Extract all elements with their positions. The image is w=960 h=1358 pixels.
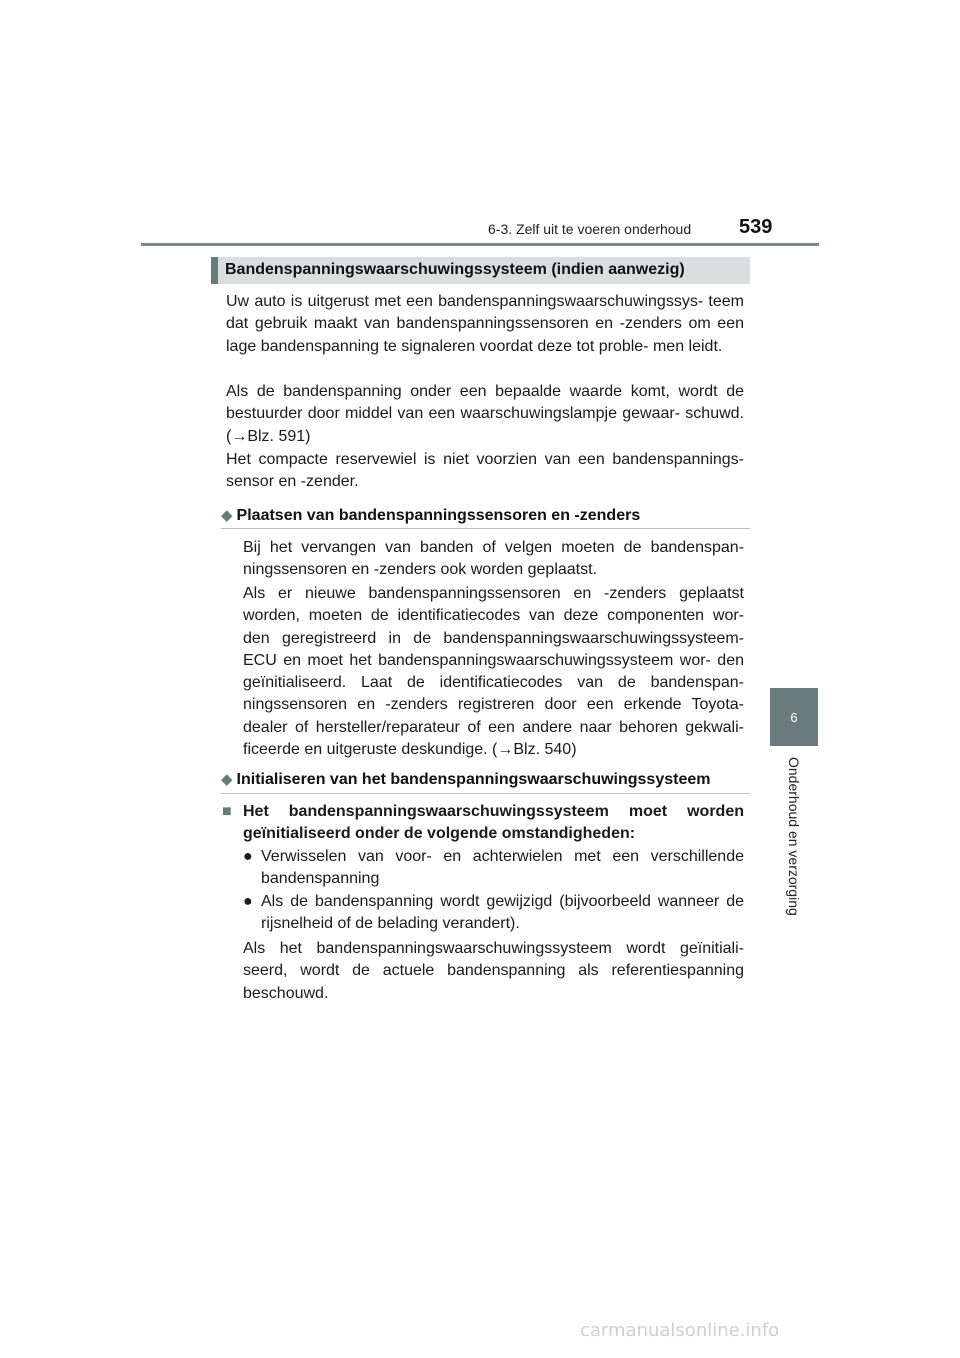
section-title-box bbox=[211, 257, 750, 284]
diamond-icon: ◆ bbox=[221, 507, 233, 524]
title-accent-bar bbox=[211, 257, 218, 284]
page-number: 539 bbox=[739, 216, 773, 238]
section-title: Bandenspanningswaarschuwingssysteem (indien aanwezig) bbox=[225, 261, 685, 278]
subsection1-paragraph-1: Bij het vervangen van banden of velgen moeten de bandenspan- ningssensoren en -zenders ook worden geplaatst. bbox=[243, 539, 744, 579]
intro-paragraph-2: Als de bandenspanning onder een bepaalde waarde komt, wordt de bestuurder door middel van een waarschuwingslampje gewaar- schuwd. (→Blz. 591) bbox=[226, 383, 744, 445]
subsection1-paragraph-2: Als er nieuwe bandenspanningssensoren en -zenders geplaatst worden, moeten de identificatiecodes van deze componenten wor- den geregistreerd in de bandenspanningswaarschuwingssysteem- ECU en moet het bandenspanningswaarschuwingssysteem wor- den geïnitialiseerd. Laat de identificatiecodes van de bandenspan- ningssensoren en -zenders registreren door een erkende Toyota- dealer of hersteller/reparateur of een andere naar behoren gekwali- ficeerde en uitgeruste deskundige. (→Blz. 540) bbox=[243, 585, 744, 759]
subsection-divider-2 bbox=[221, 793, 750, 794]
chapter-number: 6 bbox=[790, 709, 798, 725]
condition-heading: ■ Het bandenspanningswaarschuwingssysteem moet worden geïnitialiseerd onder de volgende omstandigheden: bbox=[222, 803, 744, 843]
footer-watermark: carmanualsonline.info bbox=[580, 1320, 780, 1341]
list-item: ● Verwisselen van voor- en achterwielen met een verschillende bandenspanning bbox=[243, 848, 744, 888]
bullet-icon: ● bbox=[243, 848, 253, 865]
diamond-icon: ◆ bbox=[221, 771, 233, 788]
subsection-heading-2: ◆ Initialiseren van het bandenspanningswaarschuwingssysteem bbox=[221, 771, 711, 788]
list-item: ● Als de bandenspanning wordt gewijzigd (bijvoorbeeld wanneer de rijsnelheid of de belading verandert). bbox=[243, 893, 744, 933]
subsection2-closing: Als het bandenspanningswaarschuwingssysteem wordt geïnitiali- seerd, wordt de actuele bandenspanning als referentiespanning beschouwd. bbox=[243, 940, 744, 1002]
header-divider bbox=[141, 243, 819, 246]
intro-paragraph-1: Uw auto is uitgerust met een bandenspanningswaarschuwingssys- teem dat gebruik maakt van bandenspanningssensoren en -zenders om een lage bandenspanning te signaleren voordat deze tot proble- men leidt. bbox=[226, 293, 744, 355]
subsection-heading-1: ◆ Plaatsen van bandenspanningssensoren en -zenders bbox=[221, 507, 641, 524]
intro-paragraph-3: Het compacte reservewiel is niet voorzien van een bandenspannings- sensor en -zender. bbox=[226, 451, 744, 491]
bullet-icon: ● bbox=[243, 893, 253, 910]
chapter-tab bbox=[770, 688, 818, 746]
section-header: 6-3. Zelf uit te voeren onderhoud bbox=[488, 221, 692, 237]
subsection-divider-1 bbox=[221, 528, 750, 529]
chapter-label: Onderhoud en verzorging bbox=[786, 757, 802, 916]
square-bullet-icon: ■ bbox=[222, 803, 232, 820]
